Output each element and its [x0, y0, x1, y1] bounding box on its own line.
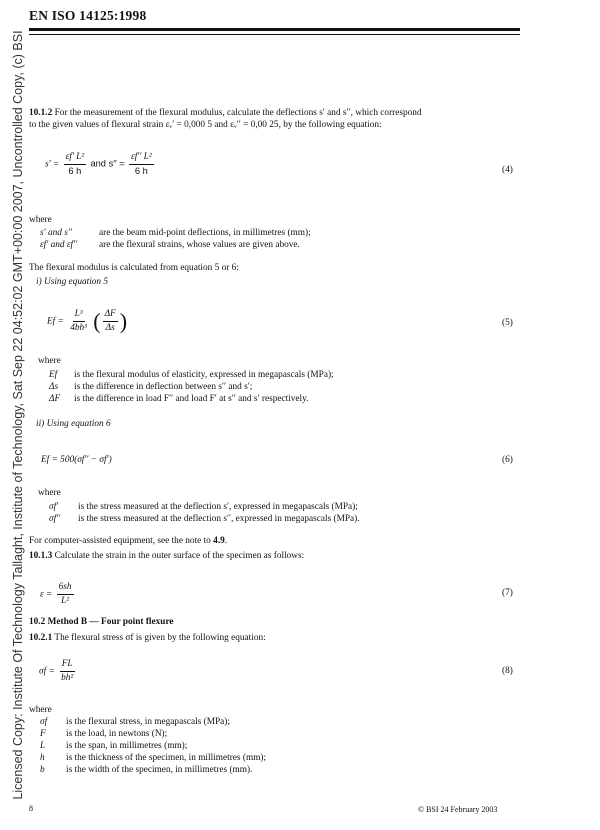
- copyright-footer: © BSI 24 February 2003: [418, 805, 498, 814]
- definition-row: [49, 501, 360, 513]
- definition-row: [49, 513, 360, 525]
- definition-symbol: Δs: [49, 382, 59, 392]
- equation-8: [39, 659, 77, 684]
- clause-text: The flexural stress σf is given by the following equation:: [54, 633, 266, 643]
- computer-note-text: For computer-assisted equipment, see the note to: [29, 536, 214, 546]
- clause-text: Calculate the strain in the outer surface of the specimen as follows:: [54, 551, 305, 561]
- definition-text: is the difference in deflection between s′′ and s′;: [74, 382, 253, 392]
- eq4-lhs: s′ =: [45, 159, 60, 170]
- definition-text: is the stress measured at the deflection s′′, expressed in megapascals (MPa).: [78, 514, 360, 524]
- section-heading-method-b: 10.2 Method B — Four point flexure: [29, 617, 174, 627]
- definition-symbol: ΔF: [49, 394, 61, 404]
- definition-symbol: σf: [40, 717, 48, 727]
- equation-4: [45, 152, 156, 177]
- computer-note: [29, 535, 227, 547]
- definition-list-1: [40, 227, 311, 251]
- equation-5: Ef = $\frac{\text{L³}}{\text{4bh³}}$ ( $\frac{\Delta F}{\Delta s}$ ): [47, 308, 128, 334]
- definition-list-3: [49, 501, 360, 525]
- clause-number: 10.1.2: [29, 108, 53, 118]
- equation-6-number: (6): [502, 455, 513, 465]
- equation-4-number: (4): [502, 165, 513, 175]
- definition-symbol: s′ and s′′: [40, 228, 72, 238]
- equation-5-number: (5): [502, 318, 513, 328]
- eq4-numerator-1: εf′ L²: [64, 152, 87, 165]
- modulus-intro: The flexural modulus is calculated from equation 5 or 6:: [29, 263, 239, 273]
- definition-text: are the beam mid-point deflections, in millimetres (mm);: [99, 228, 311, 238]
- computer-note-ref: 4.9: [213, 536, 225, 546]
- definition-text: is the load, in newtons (N);: [66, 729, 168, 739]
- eq8-denominator: bh²: [61, 673, 74, 683]
- eq5-numerator-2: ΔF: [103, 309, 118, 322]
- page-number: 8: [29, 804, 33, 813]
- clause-10-2-1: [29, 632, 266, 644]
- clause-number: 10.2.1: [29, 633, 53, 643]
- clause-number: 10.1.3: [29, 551, 53, 561]
- clause-text-line1: For the measurement of the flexural modulus, calculate the deflections s′ and s′′, which correspond: [54, 108, 422, 118]
- definition-text: is the flexural stress, in megapascals (MPa);: [66, 717, 230, 727]
- definition-symbol: L: [40, 741, 46, 751]
- eq7-lhs: ε =: [40, 589, 53, 600]
- definition-text: are the flexural strains, whose values are given above.: [99, 240, 300, 250]
- option-ii-label: ii) Using equation 6: [36, 419, 111, 429]
- definition-text: is the flexural modulus of elasticity, expressed in megapascals (MPa);: [74, 370, 334, 380]
- definition-text: is the span, in millimetres (mm);: [66, 741, 188, 751]
- definition-symbol: Ef: [49, 370, 58, 380]
- eq5-lhs: Ef =: [47, 316, 64, 327]
- definition-text: is the difference in load F′′ and load F′ at s′′ and s′ respectively.: [74, 394, 309, 404]
- definition-symbol: F: [40, 729, 46, 739]
- eq4-numerator-2: εf′′ L²: [129, 152, 154, 165]
- definition-symbol: εf′ and εf′′: [40, 240, 78, 250]
- definition-row: [40, 716, 266, 728]
- computer-note-end: .: [224, 536, 228, 546]
- where-label-1: where: [29, 215, 52, 225]
- equation-6: Ef = 500(σf′′ − σf′): [41, 455, 112, 465]
- clause-text-line2: to the given values of flexural strain εᵥ′ = 0,000 5 and εᵥ′′ = 0,00 25, by the following equation:: [29, 120, 382, 130]
- header-rule-thin: [29, 34, 520, 35]
- definition-list-2: [49, 369, 334, 405]
- eq7-denominator: L²: [61, 596, 70, 606]
- eq5-numerator-1: L³: [73, 309, 85, 322]
- eq4-denominator-2: 6 h: [134, 166, 148, 176]
- definition-text: is the stress measured at the deflection s′, expressed in megapascals (MPa);: [78, 502, 358, 512]
- eq4-denominator-1: 6 h: [68, 166, 82, 176]
- where-label-3: where: [38, 488, 61, 498]
- eq5-denominator-1: 4bh³: [70, 323, 87, 333]
- definition-row: [40, 752, 266, 764]
- eq8-numerator: FL: [60, 659, 75, 672]
- eq8-lhs: σf =: [39, 666, 55, 677]
- option-i-label: i) Using equation 5: [36, 277, 109, 287]
- header-rule-thick: [29, 28, 520, 31]
- equation-7-number: (7): [502, 588, 513, 598]
- clause-10-1-2: [29, 107, 422, 119]
- eq7-numerator: 6sh: [57, 582, 74, 595]
- definition-row: [49, 381, 334, 393]
- definition-row: [40, 740, 266, 752]
- definition-row: [40, 239, 311, 251]
- clause-10-1-3: [29, 550, 304, 562]
- definition-row: [40, 227, 311, 239]
- definition-text: is the thickness of the specimen, in millimetres (mm);: [66, 753, 267, 763]
- definition-list-4: [40, 716, 266, 776]
- definition-row: [40, 728, 266, 740]
- definition-row: [49, 393, 334, 405]
- eq5-denominator-2: Δs: [105, 323, 115, 333]
- where-label-2: where: [38, 356, 61, 366]
- license-side-note: Licensed Copy: Institute Of Technology Tallaght, Institute of Technology, Sat Sep 22 04:52:02 GMT+00:00 2007, Uncontrolled Copy, (c) BSI: [11, 30, 25, 800]
- where-label-4: where: [29, 705, 52, 715]
- equation-7: [40, 582, 76, 607]
- definition-symbol: σf′: [49, 502, 59, 512]
- eq4-mid: and s′′ =: [90, 158, 125, 169]
- definition-symbol: h: [40, 753, 45, 763]
- document-header: EN ISO 14125:1998: [29, 8, 147, 23]
- definition-text: is the width of the specimen, in millimetres (mm).: [66, 765, 253, 775]
- definition-symbol: σf′′: [49, 514, 61, 524]
- definition-row: [49, 369, 334, 381]
- definition-row: [40, 764, 266, 776]
- definition-symbol: b: [40, 765, 45, 775]
- equation-8-number: (8): [502, 666, 513, 676]
